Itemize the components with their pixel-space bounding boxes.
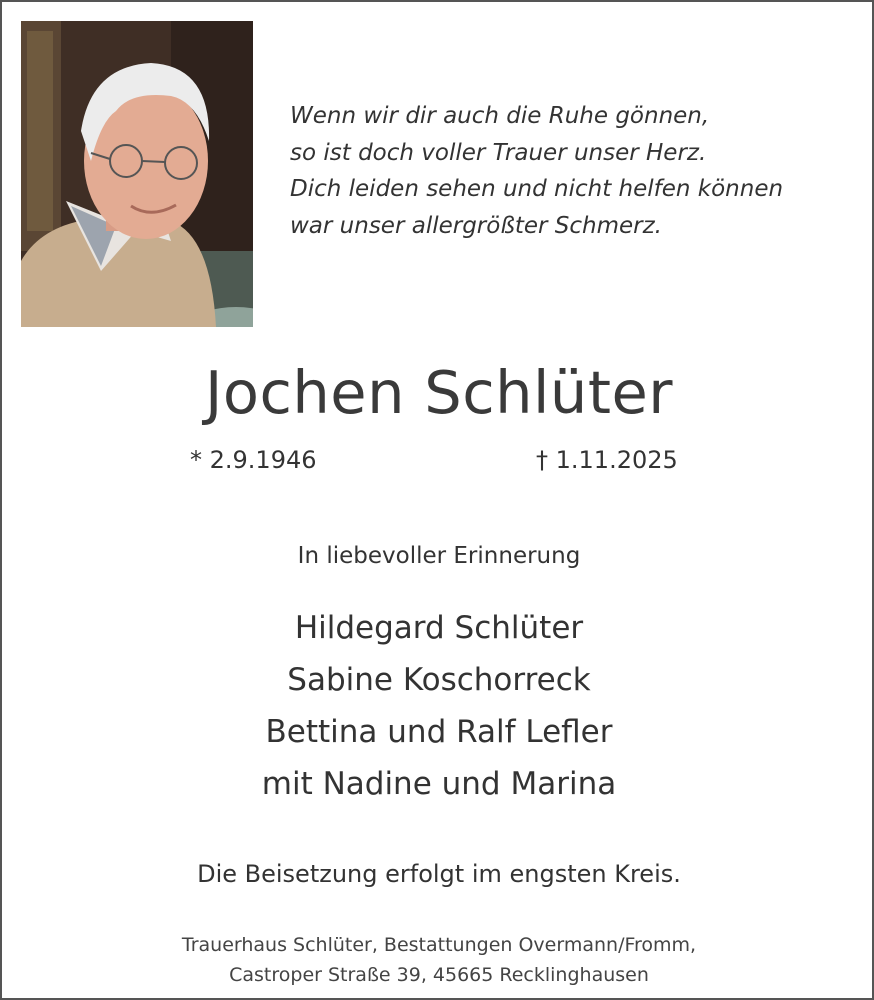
burial-note: Die Beisetzung erfolgt im engsten Kreis. xyxy=(197,860,681,888)
poem-line: so ist doch voller Trauer unser Herz. xyxy=(290,139,707,166)
funeral-home-line1: Trauerhaus Schlüter, Bestattungen Overmann/Fromm, xyxy=(181,934,697,956)
mourner-name: mit Nadine und Marina xyxy=(261,766,617,802)
portrait-illustration xyxy=(21,21,253,327)
poem-line: Wenn wir dir auch die Ruhe gönnen, xyxy=(290,103,710,129)
mourners-list xyxy=(2,602,874,810)
portrait-photo xyxy=(21,21,253,327)
birth-date: * 2.9.1946 xyxy=(190,446,317,474)
poem-line: war unser allergrößter Schmerz. xyxy=(290,212,662,239)
mourner-name: Hildegard Schlüter xyxy=(294,610,584,646)
deceased-name: Jochen Schlüter xyxy=(204,358,674,427)
death-date: † 1.11.2025 xyxy=(536,446,678,474)
funeral-home-line2: Castroper Straße 39, 45665 Recklinghausen xyxy=(229,964,649,986)
funeral-home-info xyxy=(2,930,874,990)
poem xyxy=(290,98,783,244)
poem-line: Dich leiden sehen und nicht helfen können xyxy=(290,176,784,202)
mourner-name: Sabine Koschorreck xyxy=(287,662,591,698)
mourner-name: Bettina und Ralf Lefler xyxy=(265,714,613,750)
memory-line: In liebevoller Erinnerung xyxy=(297,543,581,569)
